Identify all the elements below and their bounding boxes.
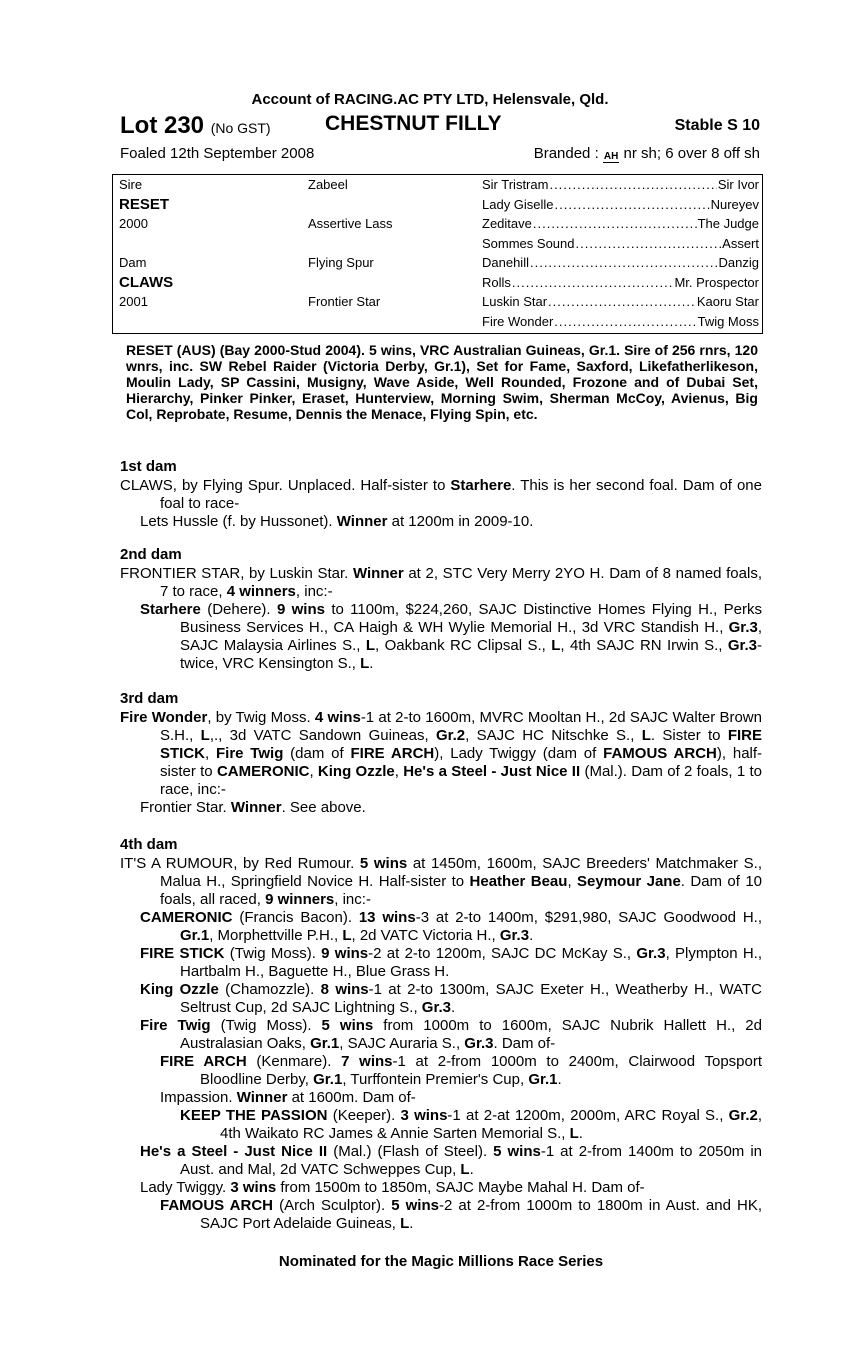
entry-text: -1 at 2-to 1600m, MVRC Mooltan H., 2d SAJC Walter Brown S.H., (160, 709, 762, 744)
leader-dots (548, 294, 696, 309)
bold-text: Winner (230, 799, 282, 816)
pedigree-generation-2: Assertive Lass (308, 216, 393, 231)
leader-dots (576, 236, 722, 251)
section-4 (120, 836, 762, 1233)
pedigree-table (112, 174, 763, 334)
entry-text: CLAWS, by Flying Spur. Unplaced. Half-sister to (120, 477, 451, 494)
pedigree-generation-2: Zabeel (308, 177, 348, 192)
entry-text: (Kenmare). (246, 1053, 342, 1070)
bold-text: Winner (352, 565, 404, 582)
leader-dots (549, 177, 716, 192)
bold-text: KEEP THE PASSION (180, 1107, 328, 1124)
bold-text: CAMERONIC (216, 763, 310, 780)
entry-text: , SAJC Malaysia Airlines S., (180, 619, 762, 654)
entry-text: , (567, 873, 578, 890)
bold-text: FIRE ARCH (350, 745, 435, 762)
pedigree-generation-1: 2001 (119, 294, 148, 309)
pedigree-row (113, 175, 762, 194)
pedigree-generation-3 (482, 216, 759, 231)
entry-text: , by Twig Moss. (207, 709, 315, 726)
entry-text: (Francis Bacon). (232, 909, 359, 926)
entry-text: (Mal.). Dam of 2 foals, 1 to race, inc:- (160, 763, 762, 798)
bold-text: 5 wins (493, 1143, 541, 1160)
entry-text: , (205, 745, 216, 762)
lot-number (120, 112, 271, 140)
bold-text: Gr.3 (636, 945, 666, 962)
pedigree-generation-1: Dam (119, 255, 147, 270)
branded-label: Branded : (533, 145, 599, 162)
entry-text: , (394, 763, 404, 780)
ancestor-sire: Nureyev (710, 196, 759, 212)
entry-text: , inc:- (334, 891, 371, 908)
pedigree-generation-1: CLAWS (119, 273, 174, 291)
entry-text: (dam of (283, 745, 351, 762)
entry-text: . (450, 999, 456, 1016)
bold-text: Gr.2 (728, 1107, 758, 1124)
pedigree-entry (120, 855, 762, 909)
entry-text: , 4th SAJC RN Irwin S., (560, 637, 728, 654)
entry-text: IT'S A RUMOUR, by Red Rumour. (120, 855, 360, 872)
entry-text: , Plympton H., Hartbalm H., Baguette H., Blue Grass H. (180, 945, 762, 980)
bold-text: King Ozzle (140, 981, 219, 998)
bold-text: FAMOUS ARCH (160, 1197, 274, 1214)
pedigree-entry (120, 709, 762, 799)
entry-text: (Mal.) (Flash of Steel). (327, 1143, 494, 1160)
bold-text: Gr.2 (435, 727, 466, 744)
bold-text: FAMOUS ARCH (603, 745, 717, 762)
entry-text: , Morphettville P.H., (209, 927, 343, 944)
entry-text: , 2d VATC Victoria H., (351, 927, 500, 944)
pedigree-entry (140, 1179, 762, 1197)
entry-text: at 1200m in 2009-10. (387, 513, 534, 530)
ancestor-name: Danehill (482, 255, 529, 270)
pedigree-entry (140, 799, 762, 817)
ancestor-name: Zeditave (482, 216, 532, 231)
branded-detail: nr sh; 6 over 8 off sh (623, 145, 760, 162)
entry-text: , inc:- (295, 583, 333, 600)
entry-text: -2 at 2-from 1000m to 1800m in Aust. and HK, SAJC Port Adelaide Guineas, (200, 1197, 763, 1232)
bold-text: 5 wins (359, 855, 408, 872)
entry-text: . This is her second foal. Dam of one foal to race- (160, 477, 762, 512)
section-title: 2nd dam (120, 546, 182, 563)
pedigree-generation-1: RESET (119, 195, 170, 213)
ancestor-name: Sir Tristram (482, 177, 549, 192)
ancestor-sire: Assert (722, 235, 759, 251)
entry-text: Lady Twiggy. (140, 1179, 231, 1196)
entry-text: . (529, 927, 534, 944)
bold-text: 9 wins (276, 601, 325, 618)
pedigree-generation-3 (482, 314, 759, 329)
pedigree-entry (140, 981, 762, 1017)
bold-text: Starhere (140, 601, 201, 618)
bold-text: 13 wins (358, 909, 416, 926)
pedigree-row (113, 234, 762, 253)
bold-text: FIRE ARCH (160, 1053, 247, 1070)
pedigree-generation-3 (482, 236, 759, 251)
horse-description: CHESTNUT FILLY (325, 112, 502, 135)
ancestor-sire: Sir Ivor (717, 177, 759, 192)
entry-text: (Keeper). (327, 1107, 401, 1124)
leader-dots (554, 314, 696, 329)
bold-text: Gr.1 (313, 1071, 343, 1088)
bold-text: 7 wins (341, 1053, 393, 1070)
section-2 (120, 546, 762, 673)
bold-text: 3 wins (230, 1179, 277, 1196)
leader-dots (530, 255, 718, 270)
bold-text: L (360, 655, 370, 672)
entry-text: (Dehere). (200, 601, 277, 618)
entry-text: . Sister to (650, 727, 728, 744)
entry-text: Frontier Star. (140, 799, 231, 816)
pedigree-entry (120, 477, 762, 513)
ancestor-sire: Mr. Prospector (674, 274, 759, 290)
entry-text: FRONTIER STAR, by Luskin Star. (120, 565, 353, 582)
entry-text: -1 at 2-from 1000m to 2400m, Clairwood Topsport Bloodline Derby, (200, 1053, 763, 1088)
pedigree-entry (160, 1197, 762, 1233)
pedigree-row (113, 214, 762, 233)
entry-text: . (469, 1161, 474, 1178)
entry-text: at 2, STC Very Merry 2YO H. Dam of 8 named foals, 7 to race, (160, 565, 762, 600)
leader-dots (533, 216, 697, 231)
pedigree-row (113, 292, 762, 311)
brand-mark-icon: AH (603, 151, 619, 162)
ancestor-name: Rolls (482, 274, 511, 290)
entry-text: , SAJC Auraria S., (339, 1035, 465, 1052)
section-1 (120, 458, 762, 531)
bold-text: Gr.1 (180, 927, 210, 944)
pedigree-generation-1: Sire (119, 177, 143, 192)
entry-text: -1 at 2-from 1400m to 2050m in Aust. and Mal, 2d VATC Schweppes Cup, (180, 1143, 762, 1178)
bold-text: Fire Twig (140, 1017, 211, 1034)
entry-text: -3 at 2-to 1400m, $291,980, SAJC Goodwood H., (415, 909, 762, 926)
bold-text: Gr.3 (464, 1035, 494, 1052)
gst-note: (No GST) (210, 120, 271, 136)
pedigree-entry (160, 1089, 762, 1107)
foaled-date: Foaled 12th September 2008 (120, 145, 315, 162)
section-3 (120, 690, 762, 817)
bold-text: 9 wins (321, 945, 369, 962)
bold-text: Gr.1 (528, 1071, 558, 1088)
bold-text: L (342, 927, 352, 944)
bold-text: Gr.3 (499, 927, 530, 944)
pedigree-entry (160, 1053, 762, 1089)
bold-text: He's a Steel - Just Nice II (140, 1143, 328, 1160)
ancestor-name: Sommes Sound (482, 235, 575, 251)
leader-dots (555, 197, 710, 212)
entry-text: , (309, 763, 318, 780)
entry-text: . (578, 1125, 583, 1142)
entry-text: (Twig Moss). (210, 1017, 322, 1034)
bold-text: 4 winners (226, 583, 296, 600)
bold-text: L (569, 1125, 579, 1142)
pedigree-entry (140, 513, 762, 531)
bold-text: 5 wins (321, 1017, 374, 1034)
bold-text: Winner (336, 513, 388, 530)
ancestor-name: Fire Wonder (482, 313, 554, 329)
bold-text: Gr.3 (421, 999, 451, 1016)
bold-text: L (365, 637, 375, 654)
entry-text: -twice, VRC Kensington S., (180, 637, 763, 672)
pedigree-entry (140, 1143, 762, 1179)
pedigree-row (113, 273, 762, 292)
bold-text: Fire Twig (215, 745, 284, 762)
bold-text: L (200, 727, 210, 744)
entry-text: . See above. (281, 799, 366, 816)
bold-text: Seymour Jane (577, 873, 681, 890)
entry-text: (Chamozzle). (218, 981, 321, 998)
entry-text: (Twig Moss). (224, 945, 322, 962)
pedigree-entry (180, 1107, 762, 1143)
entry-text: from 1000m to 1600m, SAJC Nubrik Hallett H., 2d Australasian Oaks, (180, 1017, 762, 1052)
pedigree-generation-3 (482, 197, 759, 212)
pedigree-generation-1: 2000 (119, 216, 148, 231)
section-title: 1st dam (120, 458, 177, 475)
bold-text: Starhere (450, 477, 512, 494)
pedigree-entry (120, 565, 762, 601)
pedigree-generation-3 (482, 275, 759, 290)
entry-text: from 1500m to 1850m, SAJC Maybe Mahal H. Dam of- (276, 1179, 645, 1196)
stable-number: Stable S 10 (674, 117, 760, 134)
entry-text: . (409, 1215, 414, 1232)
entry-text: , 4th Waikato RC James & Annie Sarten Memorial S., (220, 1107, 762, 1142)
bold-text: Fire Wonder (120, 709, 208, 726)
pedigree-generation-2: Frontier Star (308, 294, 381, 309)
entry-text: -1 at 2-to 1300m, SAJC Exeter H., Weatherby H., WATC Seltrust Cup, 2d SAJC Lightning S., (180, 981, 762, 1016)
footer-note: Nominated for the Magic Millions Race Series (278, 1253, 604, 1270)
lot-label: Lot 230 (120, 112, 205, 139)
pedigree-entry (140, 945, 762, 981)
vendor-account: Account of RACING.AC PTY LTD, Helensvale, Qld. (251, 91, 609, 108)
bold-text: Heather Beau (469, 873, 568, 890)
pedigree-entry (140, 601, 762, 673)
entry-text: Impassion. (160, 1089, 237, 1106)
bold-text: L (641, 727, 651, 744)
entry-text: . Dam of- (493, 1035, 556, 1052)
section-title: 3rd dam (120, 690, 179, 707)
entry-text: ), Lady Twiggy (dam of (434, 745, 604, 762)
pedigree-entry (140, 909, 762, 945)
entry-text: ,., 3d VATC Sandown Guineas, (209, 727, 436, 744)
entry-text: , SAJC HC Nitschke S., (465, 727, 642, 744)
bold-text: 5 wins (391, 1197, 439, 1214)
bold-text: Gr.3 (728, 619, 758, 636)
entry-text: . (557, 1071, 562, 1088)
pedigree-row (113, 195, 762, 214)
bold-text: L (460, 1161, 470, 1178)
pedigree-generation-3 (482, 177, 759, 192)
ancestor-sire: Twig Moss (697, 313, 759, 329)
bold-text: Gr.1 (310, 1035, 340, 1052)
ancestor-sire: The Judge (697, 216, 759, 231)
pedigree-entry (140, 1017, 762, 1053)
pedigree-generation-3 (482, 255, 759, 270)
bold-text: Gr.3 (727, 637, 758, 654)
pedigree-row (113, 312, 762, 331)
bold-text: L (400, 1215, 410, 1232)
bold-text: Winner (236, 1089, 288, 1106)
bold-text: 3 wins (400, 1107, 448, 1124)
bold-text: L (551, 637, 561, 654)
entry-text: , Oakbank RC Clipsal S., (375, 637, 552, 654)
bold-text: 8 wins (320, 981, 369, 998)
section-title: 4th dam (120, 836, 178, 853)
bold-text: FIRE STICK (140, 945, 225, 962)
bold-text: He's a Steel - Just Nice II (403, 763, 581, 780)
lot-header (120, 112, 760, 142)
entry-text: at 1600m. Dam of- (287, 1089, 416, 1106)
entry-text: to 1100m, $224,260, SAJC Distinctive Homes Flying H., Perks Business Services H., CA Haigh & WH Wylie Memorial H., 3d VRC Standish H., (180, 601, 762, 636)
ancestor-name: Lady Giselle (482, 196, 554, 212)
ancestor-sire: Danzig (718, 255, 759, 270)
entry-text: (Arch Sculptor). (273, 1197, 392, 1214)
entry-text: -1 at 2-at 1200m, 2000m, ARC Royal S., (447, 1107, 729, 1124)
entry-text: Lets Hussle (f. by Hussonet). (140, 513, 337, 530)
ancestor-sire: Kaoru Star (696, 294, 759, 309)
ancestor-name: Luskin Star (482, 294, 548, 309)
entry-text: at 1450m, 1600m, SAJC Breeders' Matchmaker S., Malua H., Springfield Novice H. Half-sister to (160, 855, 762, 890)
pedigree-generation-2: Flying Spur (308, 255, 374, 270)
entry-text: , Turffontein Premier's Cup, (342, 1071, 529, 1088)
entry-text: . (369, 655, 374, 672)
pedigree-row (113, 253, 762, 272)
bold-text: 9 winners (265, 891, 335, 908)
bold-text: FIRE STICK (160, 727, 762, 762)
entry-text: ), half-sister to (160, 745, 763, 780)
bold-text: King Ozzle (317, 763, 395, 780)
pedigree-generation-3 (482, 294, 759, 309)
entry-text: -2 at 2-to 1200m, SAJC DC McKay S., (368, 945, 637, 962)
bold-text: 4 wins (314, 709, 361, 726)
sire-summary: RESET (AUS) (Bay 2000-Stud 2004). 5 wins, VRC Australian Guineas, Gr.1. Sire of 256 rnrs, 120 wnrs, inc. SW Rebel Raider (Victoria Derby, Gr.1), Set for Fame, Saxford, Likefatherlikeson, Moulin Lady, SP Cassini, Musigny, Wave Aside, Well Rounded, Frozone and of Dubai Set, Hierarchy, Pinker Pinker, Eraset, Hunterview, Morning Swim, Sherman McCoy, Avienus, Big Col, Reprobate, Resume, Dennis the Menace, Flying Spin, etc. (126, 342, 758, 422)
brand-info (534, 145, 760, 163)
bold-text: CAMERONIC (140, 909, 233, 926)
entry-text: . Dam of 10 foals, all raced, (160, 873, 763, 908)
leader-dots (512, 275, 674, 290)
